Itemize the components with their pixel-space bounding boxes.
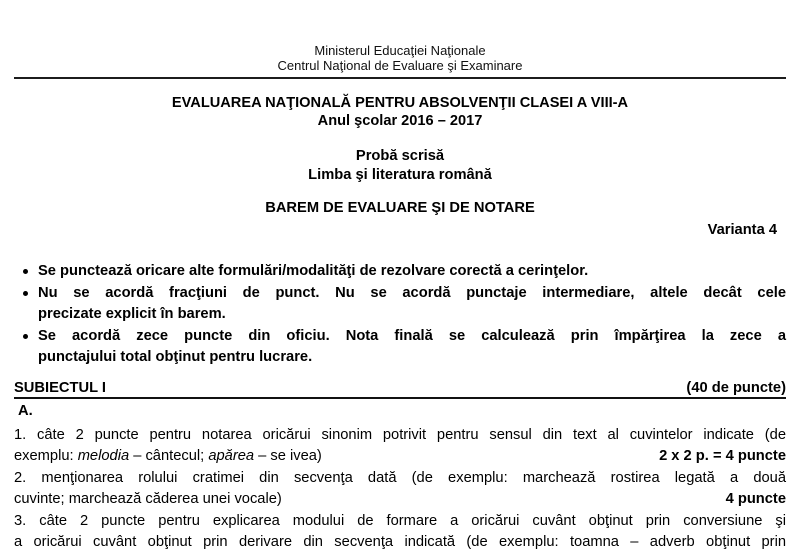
note-text bbox=[38, 326, 786, 369]
variant-label: Varianta 4 bbox=[707, 222, 777, 238]
note-line: Se acordă zece puncte din oficiu. Nota finală se calculează prin împărţirea la zece a bbox=[38, 327, 786, 344]
criterion-line bbox=[14, 446, 786, 468]
criteria-list bbox=[14, 425, 786, 554]
italic-word: apărea bbox=[208, 448, 255, 464]
note-line: Nu se acordă fracţiuni de punct. Nu se acordă punctaje intermediare, altele decât cele bbox=[38, 284, 786, 301]
section-points: (40 de puncte) bbox=[686, 379, 786, 396]
points-value: 4 puncte bbox=[725, 491, 786, 507]
criterion-line: 2. menţionarea rolului cratimei din secvenţa dată (de exemplu: marchează rostirea legată a două bbox=[14, 469, 786, 486]
test-info-block bbox=[14, 147, 786, 185]
section-heading bbox=[14, 380, 786, 399]
criterion-item-1 bbox=[14, 425, 786, 468]
part-label: A. bbox=[18, 402, 33, 419]
bullet-icon bbox=[23, 334, 28, 339]
criterion-item-3 bbox=[14, 511, 786, 554]
text-segment: – cântecul; bbox=[129, 448, 209, 464]
note-item bbox=[14, 261, 786, 283]
criterion-line bbox=[14, 489, 786, 511]
points-value: 2 x 2 p. = 4 puncte bbox=[659, 448, 786, 464]
evaluation-center-name: Centrul Naţional de Evaluare şi Examinare bbox=[277, 58, 523, 73]
italic-word: melodia bbox=[77, 448, 130, 464]
note-text bbox=[38, 261, 786, 283]
criterion-example: cuvinte; marchează căderea unei vocale) bbox=[14, 491, 282, 507]
text-segment: – se ivea) bbox=[254, 448, 322, 464]
document-header bbox=[0, 43, 800, 73]
note-text bbox=[38, 283, 786, 326]
note-line: precizate explicit în barem. bbox=[38, 306, 226, 322]
note-item bbox=[14, 283, 786, 326]
section-title: SUBIECTUL I bbox=[14, 379, 106, 396]
barem-title: BAREM DE EVALUARE ŞI DE NOTARE bbox=[265, 200, 535, 216]
text-segment: exemplu: bbox=[14, 448, 78, 464]
exam-title: EVALUAREA NAŢIONALĂ PENTRU ABSOLVENŢII CLASEI A VIII-A bbox=[171, 95, 629, 111]
school-year: Anul şcolar 2016 – 2017 bbox=[317, 113, 483, 129]
note-line: punctajului total obţinut pentru lucrare. bbox=[38, 349, 313, 365]
test-type: Probă scrisă bbox=[355, 148, 445, 164]
header-divider bbox=[14, 77, 786, 79]
criterion-line: 1. câte 2 puncte pentru notarea oricărui sinonim potrivit pentru sensul din text al cuvintelor indicate (de bbox=[14, 426, 786, 443]
criterion-line-clipped: a oricărui cuvânt obţinut prin derivare din secvenţa indicată (de exemplu: toamna – adverb obţinut prin bbox=[14, 534, 786, 550]
note-item bbox=[14, 326, 786, 369]
note-line: Se punctează oricare alte formulări/modalităţi de rezolvare corectă a cerinţelor. bbox=[38, 263, 589, 279]
criterion-item-2 bbox=[14, 468, 786, 511]
criterion-line: 3. câte 2 puncte pentru explicarea modului de formare a oricărui cuvânt obţinut prin conversiune şi bbox=[14, 512, 786, 529]
ministry-name: Ministerul Educaţiei Naţionale bbox=[314, 43, 486, 58]
criterion-example bbox=[14, 446, 322, 468]
bullet-icon bbox=[23, 291, 28, 296]
subject-name: Limba şi literatura română bbox=[308, 167, 492, 183]
general-notes bbox=[14, 261, 786, 369]
bullet-icon bbox=[23, 269, 28, 274]
exam-title-block bbox=[14, 94, 786, 130]
